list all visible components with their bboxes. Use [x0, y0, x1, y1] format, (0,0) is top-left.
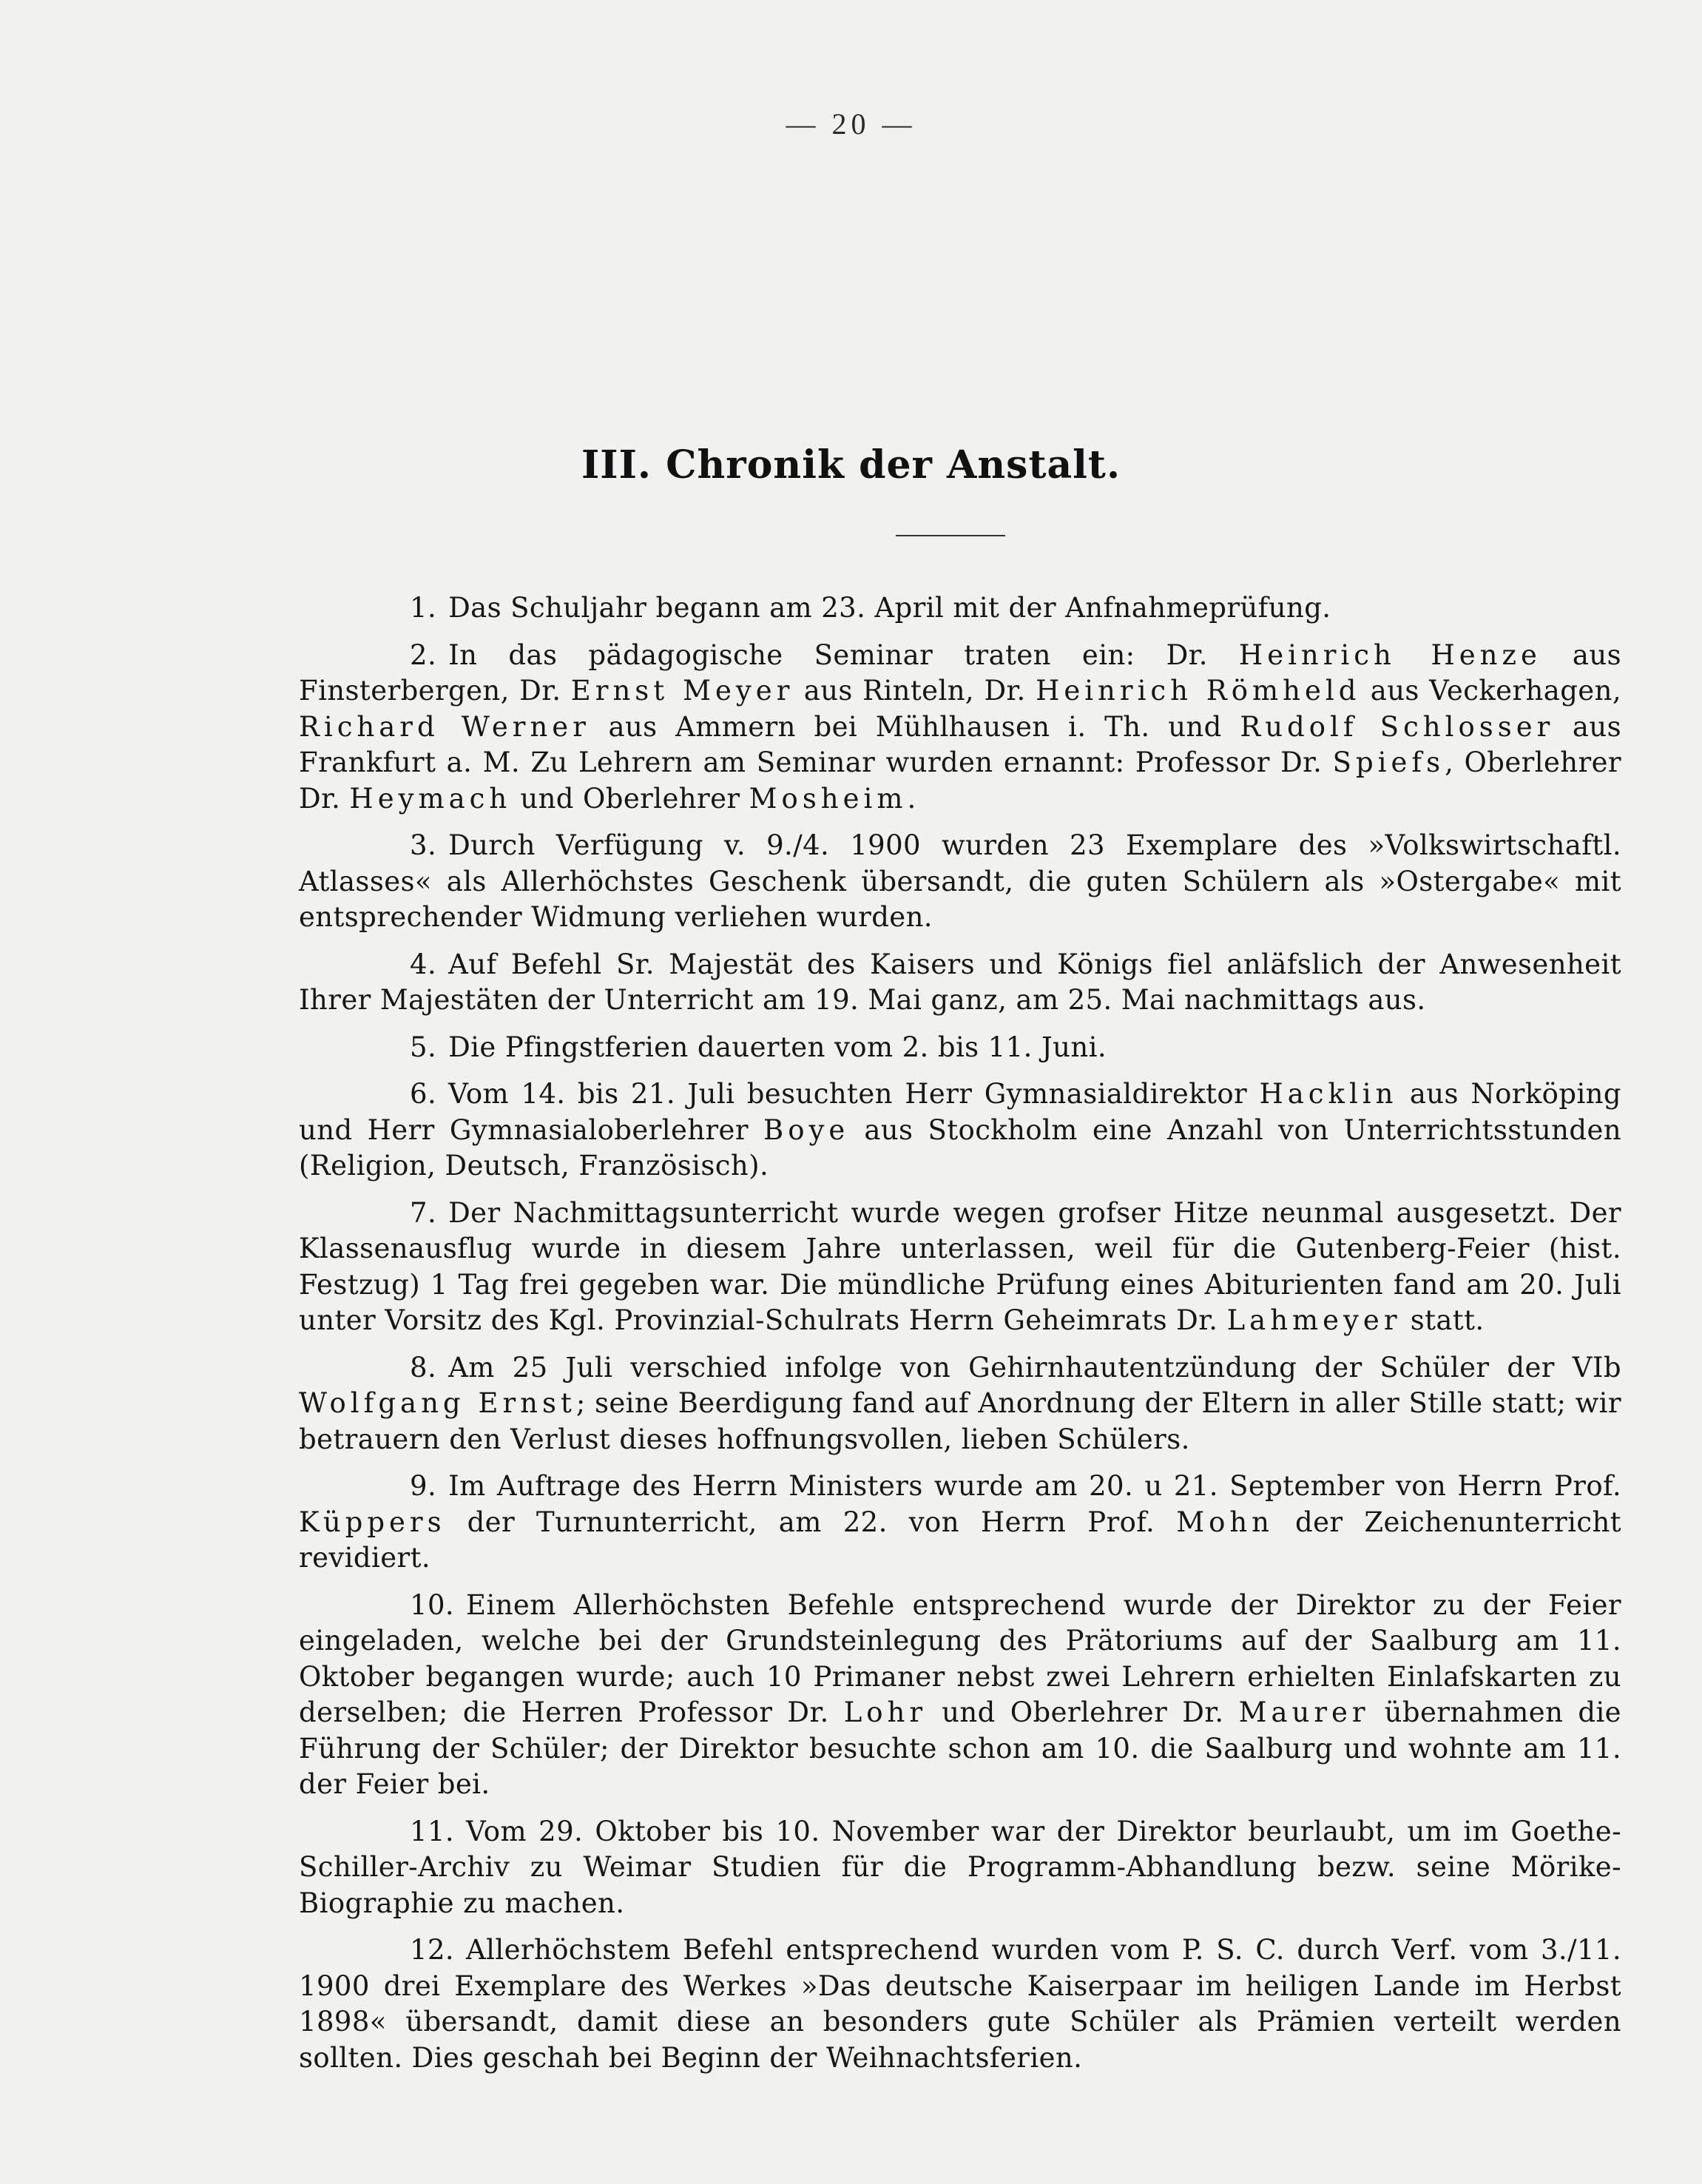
entry-text: Allerhöchstem Befehl entsprechend wurden vom P. S. C. durch Verf. vom 3./11. 1900 drei Exemplare des Werkes »Das deutsche Kaiserpaar im heiligen Lande im Herbst 1898« übersandt, damit diese an besonders gute Schüler als Prämien verteilt werden sollten. Dies geschah bei Beginn der Weihnachtsferien.	[299, 1934, 1621, 2074]
person-name: Wolfgang Ernst	[299, 1387, 576, 1419]
entry-text: Vom 29. Oktober bis 10. November war der Direktor beurlaubt, um im Goethe-Schiller-Archiv zu Weimar Studien für die Programm-Abhandlung bezw. seine Mörike-Biographie zu machen.	[299, 1815, 1621, 1919]
chronicle-entry-3	[299, 828, 1621, 936]
chronicle-entry-11	[299, 1814, 1621, 1922]
entry-number: 2.	[410, 638, 437, 671]
person-name: Richard Werner	[299, 710, 590, 743]
entry-number: 11.	[410, 1815, 455, 1847]
entry-text: Die Pfingstferien dauerten vom 2. bis 11. Juni.	[448, 1031, 1107, 1063]
entry-number: 6.	[410, 1078, 437, 1110]
person-name: Lahmeyer	[1226, 1304, 1402, 1336]
person-name: Boye	[763, 1113, 850, 1146]
chronicle-entry-12	[299, 1932, 1621, 2076]
chronicle-entry-9	[299, 1469, 1621, 1577]
entry-text: aus Ammern bei Mühlhausen i. Th. und	[590, 710, 1240, 743]
entry-text: aus Rinteln, Dr.	[794, 675, 1036, 707]
entry-number: 12.	[410, 1934, 455, 1966]
chronicle-entry-7	[299, 1196, 1621, 1339]
entry-text: , Oberlehrer Dr.	[299, 746, 1621, 815]
chronicle-entry-5	[299, 1030, 1621, 1066]
entry-text: Am 25 Juli verschied infolge von Gehirnhautentzündung der Schüler der VIb	[448, 1351, 1621, 1383]
entry-text: aus Stockholm eine Anzahl von Unterrichtsstunden (Religion, Deutsch, Französisch).	[299, 1113, 1621, 1182]
entry-text: aus Finsterbergen, Dr.	[299, 638, 1622, 707]
chronicle-entry-1	[299, 590, 1621, 627]
entry-number: 5.	[410, 1031, 437, 1063]
entry-number: 7.	[410, 1196, 437, 1229]
entry-text: Der Nachmittagsunterricht wurde wegen grofser Hitze neunmal ausgesetzt. Der Klassenausflug wurde in diesem Jahre unterlassen, weil für die Gutenberg-Feier (hist. Festzug) 1 Tag frei gegeben war. Die mündliche Prüfung eines Abiturienten fand am 20. Juli unter Vorsitz des Kgl. Provinzial-Schulrats Herrn Geheimrats Dr.	[299, 1196, 1621, 1336]
entry-text: In das pädagogische Seminar traten ein: Dr.	[448, 638, 1239, 671]
person-name: Hacklin	[1259, 1078, 1398, 1110]
person-name: Heymach	[349, 782, 512, 815]
person-name: Maurer	[1238, 1696, 1370, 1728]
entry-text: aus Veckerhagen,	[1360, 675, 1621, 707]
entry-text: Vom 14. bis 21. Juli besuchten Herr Gymnasialdirektor	[448, 1078, 1260, 1110]
entry-number: 9.	[410, 1470, 437, 1502]
person-name: Spiefs	[1332, 746, 1445, 778]
entry-text: statt.	[1401, 1304, 1485, 1336]
chronicle-entry-10	[299, 1588, 1621, 1803]
page-number: — 20 —	[786, 107, 916, 141]
entry-text: aus Norköping und Herr Gymnasialoberlehrer	[299, 1078, 1621, 1146]
chronicle-entries	[299, 590, 1621, 2087]
entry-text: Durch Verfügung v. 9./4. 1900 wurden 23 Exemplare des »Volkswirtschaftl. Atlasses« als Allerhöchstes Geschenk übersandt, die guten Schülern als »Ostergabe« mit entsprechender Widmung verliehen wurden.	[299, 829, 1621, 933]
entry-text: Einem Allerhöchsten Befehle entsprechend wurde der Direktor zu der Feier eingeladen, welche bei der Grundsteinlegung des Prätoriums auf der Saalburg am 11. Oktober begangen wurde; auch 10 Primaner nebst zwei Lehrern erhielten Einlafskarten zu derselben; die Herren Professor Dr.	[299, 1588, 1621, 1728]
entry-number: 10.	[410, 1588, 455, 1621]
entry-text: ; seine Beerdigung fand auf Anordnung der Eltern in aller Stille statt; wir betrauern den Verlust dieses hoffnungsvollen, lieben Schülers.	[299, 1387, 1621, 1455]
entry-text: der Zeichenunterricht revidiert.	[299, 1506, 1621, 1574]
person-name: Mohn	[1176, 1506, 1274, 1538]
entry-text: Im Auftrage des Herrn Ministers wurde am 20. u 21. September von Herrn Prof.	[448, 1470, 1621, 1502]
entry-text: übernahmen die Führung der Schüler; der Direktor besuchte schon am 10. die Saalburg und wohnte am 11. der Feier bei.	[299, 1696, 1621, 1800]
person-name: Küppers	[299, 1506, 446, 1538]
person-name: Rudolf Schlosser	[1240, 710, 1555, 743]
chronicle-entry-8	[299, 1350, 1621, 1458]
chronicle-entry-6	[299, 1076, 1621, 1184]
entry-text: der Turnunterricht, am 22. von Herrn Prof.	[445, 1506, 1177, 1538]
person-name: Lohr	[843, 1696, 928, 1728]
entry-text: und Oberlehrer Dr.	[927, 1696, 1239, 1728]
title-divider	[896, 535, 1005, 536]
entry-text: aus Frankfurt a. M. Zu Lehrern am Seminar wurden ernannt: Professor Dr.	[299, 710, 1621, 778]
entry-number: 1.	[410, 592, 437, 624]
entry-number: 3.	[410, 829, 437, 861]
person-name: Heinrich Henze	[1238, 638, 1541, 671]
person-name: Heinrich Römheld	[1036, 675, 1361, 707]
entry-text: Auf Befehl Sr. Majestät des Kaisers und Königs fiel anläfslich der Anwesenheit Ihrer Majestäten der Unterricht am 19. Mai ganz, am 25. Mai nachmittags aus.	[299, 948, 1621, 1016]
entry-number: 8.	[410, 1351, 437, 1383]
person-name: Mosheim	[749, 782, 908, 815]
chronicle-entry-2	[299, 638, 1621, 818]
entry-number: 4.	[410, 948, 437, 980]
chronicle-entry-4	[299, 947, 1621, 1019]
entry-text: und Oberlehrer	[511, 782, 749, 815]
entry-text: Das Schuljahr begann am 23. April mit der Anfnahmeprüfung.	[448, 592, 1331, 624]
person-name: Ernst Meyer	[570, 675, 794, 707]
section-title: III. Chronik der Anstalt.	[581, 442, 1121, 488]
entry-text: .	[907, 782, 916, 815]
